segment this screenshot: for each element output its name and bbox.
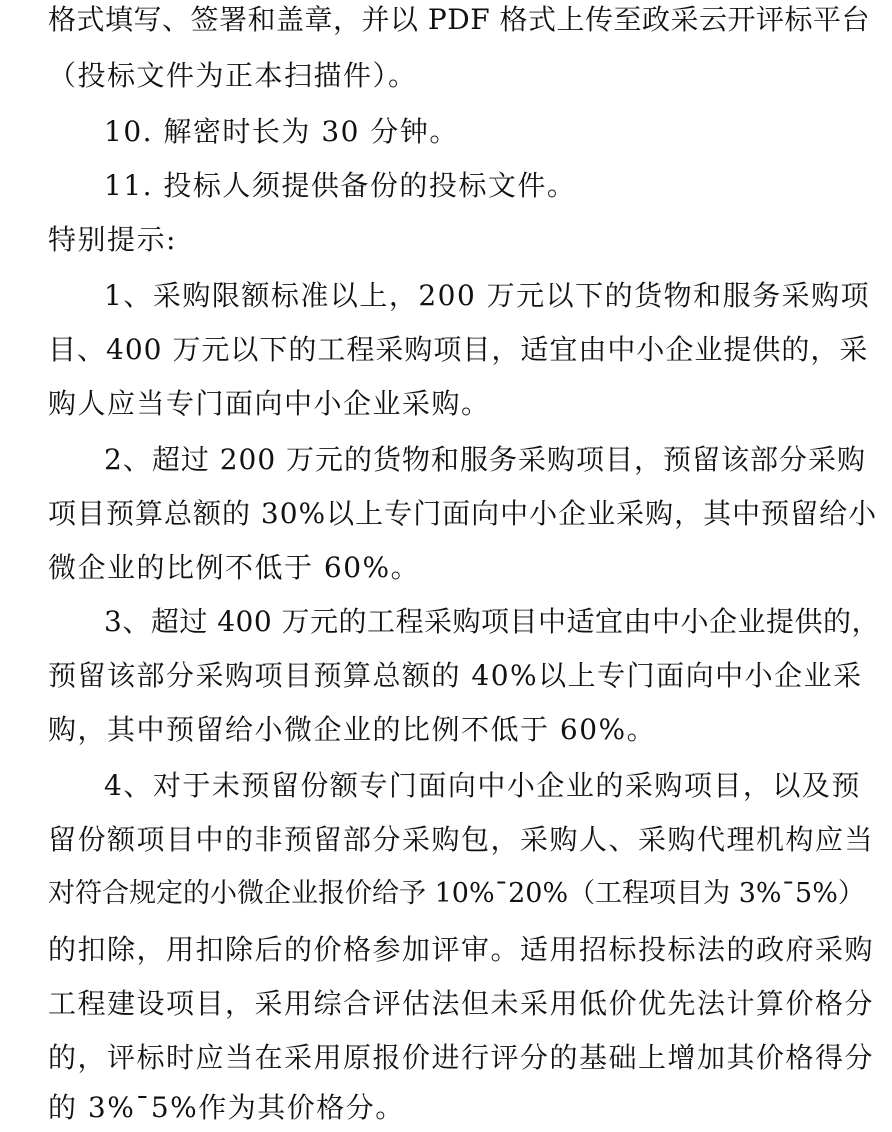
text-line: 购人应当专门面向中小企业采购。 — [48, 387, 491, 420]
text-line: 预留该部分采购项目预算总额的 40%以上专门面向中小企业采 — [48, 659, 863, 692]
text-line: 目、400 万元以下的工程采购项目，适宜由中小企业提供的，采 — [48, 333, 869, 366]
text-line: 的 3%¯5%作为其价格分。 — [48, 1091, 405, 1124]
text-line: 2、超过 200 万元的货物和服务采购项目，预留该部分采购 — [104, 443, 867, 476]
text-line: 购，其中预留给小微企业的比例不低于 60%。 — [48, 713, 657, 746]
text-line: 格式填写、签署和盖章，并以 PDF 格式上传至政采云开评标平台 — [48, 3, 871, 36]
text-line: 微企业的比例不低于 60%。 — [48, 551, 421, 584]
text-line: 留份额项目中的非预留部分采购包，采购人、采购代理机构应当 — [48, 823, 875, 856]
text-line: 对符合规定的小微企业报价给予 10%¯20%（工程项目为 3%¯5%） — [48, 878, 865, 909]
text-line: 的，评标时应当在采用原报价进行评分的基础上增加其价格得分 — [48, 1041, 875, 1074]
text-line: 11. 投标人须提供备份的投标文件。 — [104, 169, 577, 202]
section-heading: 特别提示: — [48, 223, 177, 256]
text-line: 3、超过 400 万元的工程采购项目中适宜由中小企业提供的， — [104, 605, 881, 638]
text-line: 4、对于未预留份额专门面向中小企业的采购项目，以及预 — [104, 769, 861, 802]
text-line: 1、采购限额标准以上，200 万元以下的货物和服务采购项 — [104, 279, 871, 312]
text-line: 10. 解密时长为 30 分钟。 — [104, 115, 459, 148]
text-line: 项目预算总额的 30%以上专门面向中小企业采购，其中预留给小 — [48, 497, 878, 530]
text-line: 的扣除，用扣除后的价格参加评审。适用招标投标法的政府采购 — [48, 933, 875, 966]
text-line: 工程建设项目，采用综合评估法但未采用低价优先法计算价格分 — [48, 987, 875, 1020]
text-line: （投标文件为正本扫描件）。 — [48, 59, 418, 92]
